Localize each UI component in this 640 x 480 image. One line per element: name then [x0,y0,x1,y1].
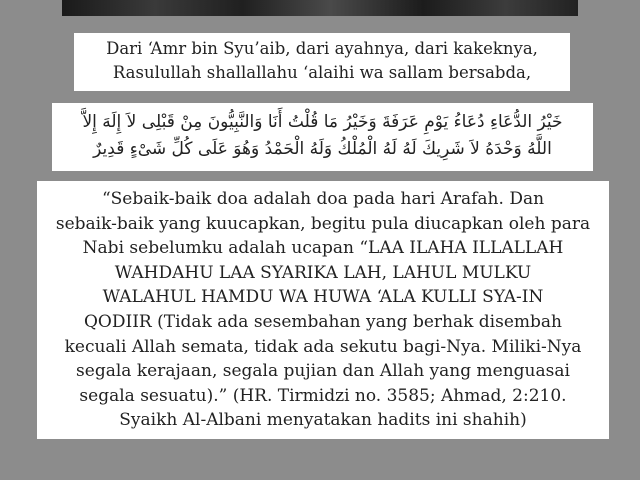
arabic-text-box [52,103,593,171]
intro-line: Dari ‘Amr bin Syu’aib, dari ayahnya, dari kakeknya, [106,39,538,58]
translation-line: Nabi sebelumku adalah ucapan “LAA ILAHA ILLALLAH [82,238,564,259]
translation-box [37,181,609,439]
translation-line: WAHDAHU LAA SYARIKA LAH, LAHUL MULKU [114,262,532,283]
intro-line: Rasulullah shallallahu ‘alaihi wa sallam bersabda, [112,63,532,82]
translation-line: Syaikh Al-Albani menyatakan hadits ini shahih) [119,410,527,431]
background-photo-strip [62,0,578,16]
intro-caption-box [74,33,570,91]
arabic-line: خَيْرُ الدُّعَاءِ دُعَاءُ يَوْمِ عَرَفَةَ وَخَيْرُ مَا قُلْتُ أَنَا وَالنَّبِيُّونَ مِنْ قَبْلِى لاَ إِلَهَ إِلاَّ [82,112,563,132]
translation-line: kecuali Allah semata, tidak ada sekutu bagi-Nya. Miliki-Nya [64,336,582,357]
translation-line: QODIIR (Tidak ada sesembahan yang berhak disembah [84,311,562,332]
translation-line: “Sebaik-baik doa adalah doa pada hari Arafah. Dan [101,189,545,209]
translation-line: WALAHUL HAMDU WA HUWA ‘ALA KULLI SYA-IN [102,287,544,308]
arabic-line: اللَّهُ وَحْدَهُ لاَ شَرِيكَ لَهُ لَهُ الْمُلْكُ وَلَهُ الْحَمْدُ وَهُوَ عَلَى كُلِّ شَىْءٍ قَدِيرٌ [93,139,552,159]
translation-line: segala sesuatu).” (HR. Tirmidzi no. 3585; Ahmad, 2:210. [79,385,567,406]
translation-line: sebaik-baik yang kuucapkan, begitu pula diucapkan oleh para [55,213,591,234]
translation-line: segala kerajaan, segala pujian dan Allah yang menguasai [76,361,570,382]
